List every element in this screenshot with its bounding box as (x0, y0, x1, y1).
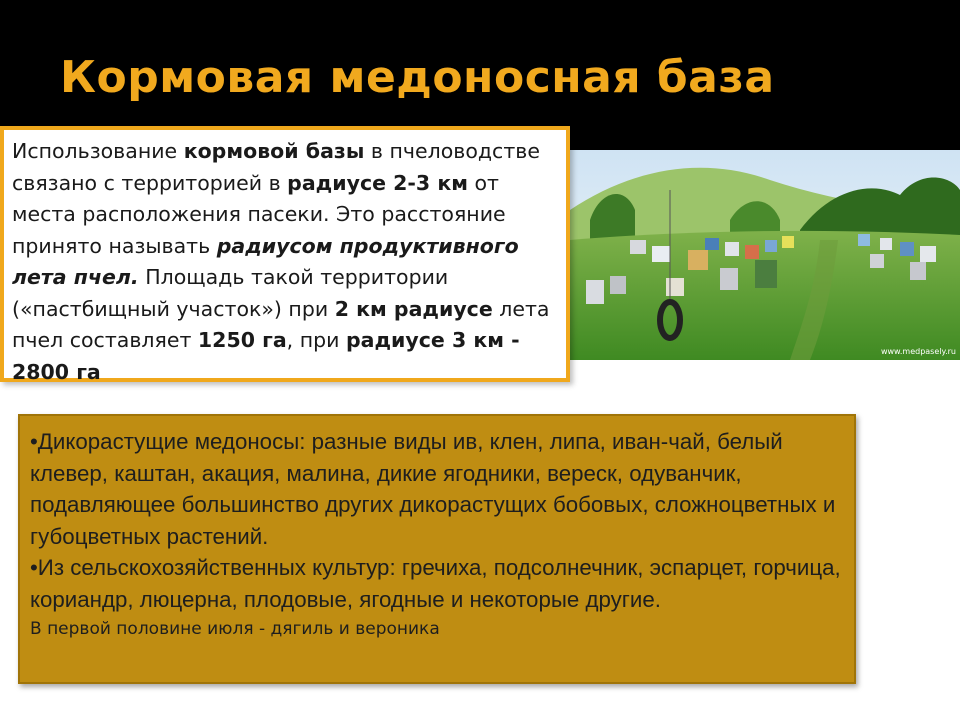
intro-bold-1: кормовой базы (183, 139, 365, 163)
intro-text-3: от места расположения пасеки. Это расстояние принято называть (12, 170, 506, 258)
intro-bold-italic-1: радиусом продуктивного лета пчел. (12, 233, 519, 289)
intro-text-6: , при (286, 328, 346, 352)
honey-plants-box (18, 414, 856, 684)
intro-text-2: в пчеловодстве связано с территорией в (12, 139, 540, 195)
intro-text-1: Использование (12, 139, 184, 163)
intro-bold-2: радиусе 2-3 км (287, 170, 468, 195)
photo-watermark: www.medpasely.ru (880, 347, 956, 356)
july-note: В первой половине июля - дягиль и вероника (30, 619, 440, 639)
slide-title: Кормовая медоносная база (60, 52, 775, 103)
intro-bold-3: 2 км радиусе (334, 296, 493, 321)
intro-bold-5: радиусе 3 км - 2800 га (12, 328, 520, 384)
apiary-photo (570, 150, 960, 360)
intro-bold-4: 1250 га (197, 328, 287, 352)
bullet-wild-plants: •Дикорастущие медоносы: разные виды ив, клен, липа, иван-чай, белый клевер, каштан, акация, малина, дикие ягодники, вереск, одуванчик, подавляющее большинство других дикорастущих бобовых, сложноцветных и губоцветных растений. (30, 429, 836, 549)
intro-text-5: лета пчел составляет (12, 296, 550, 352)
intro-text-4: Площадь такой территории («пастбищный участок») при (12, 265, 449, 321)
bullet-crops: •Из сельскохозяйственных культур: гречиха, подсолнечник, эспарцет, горчица, кориандр, люцерна, плодовые, ягодные и некоторые другие. (30, 555, 841, 612)
intro-text-box (0, 126, 570, 382)
